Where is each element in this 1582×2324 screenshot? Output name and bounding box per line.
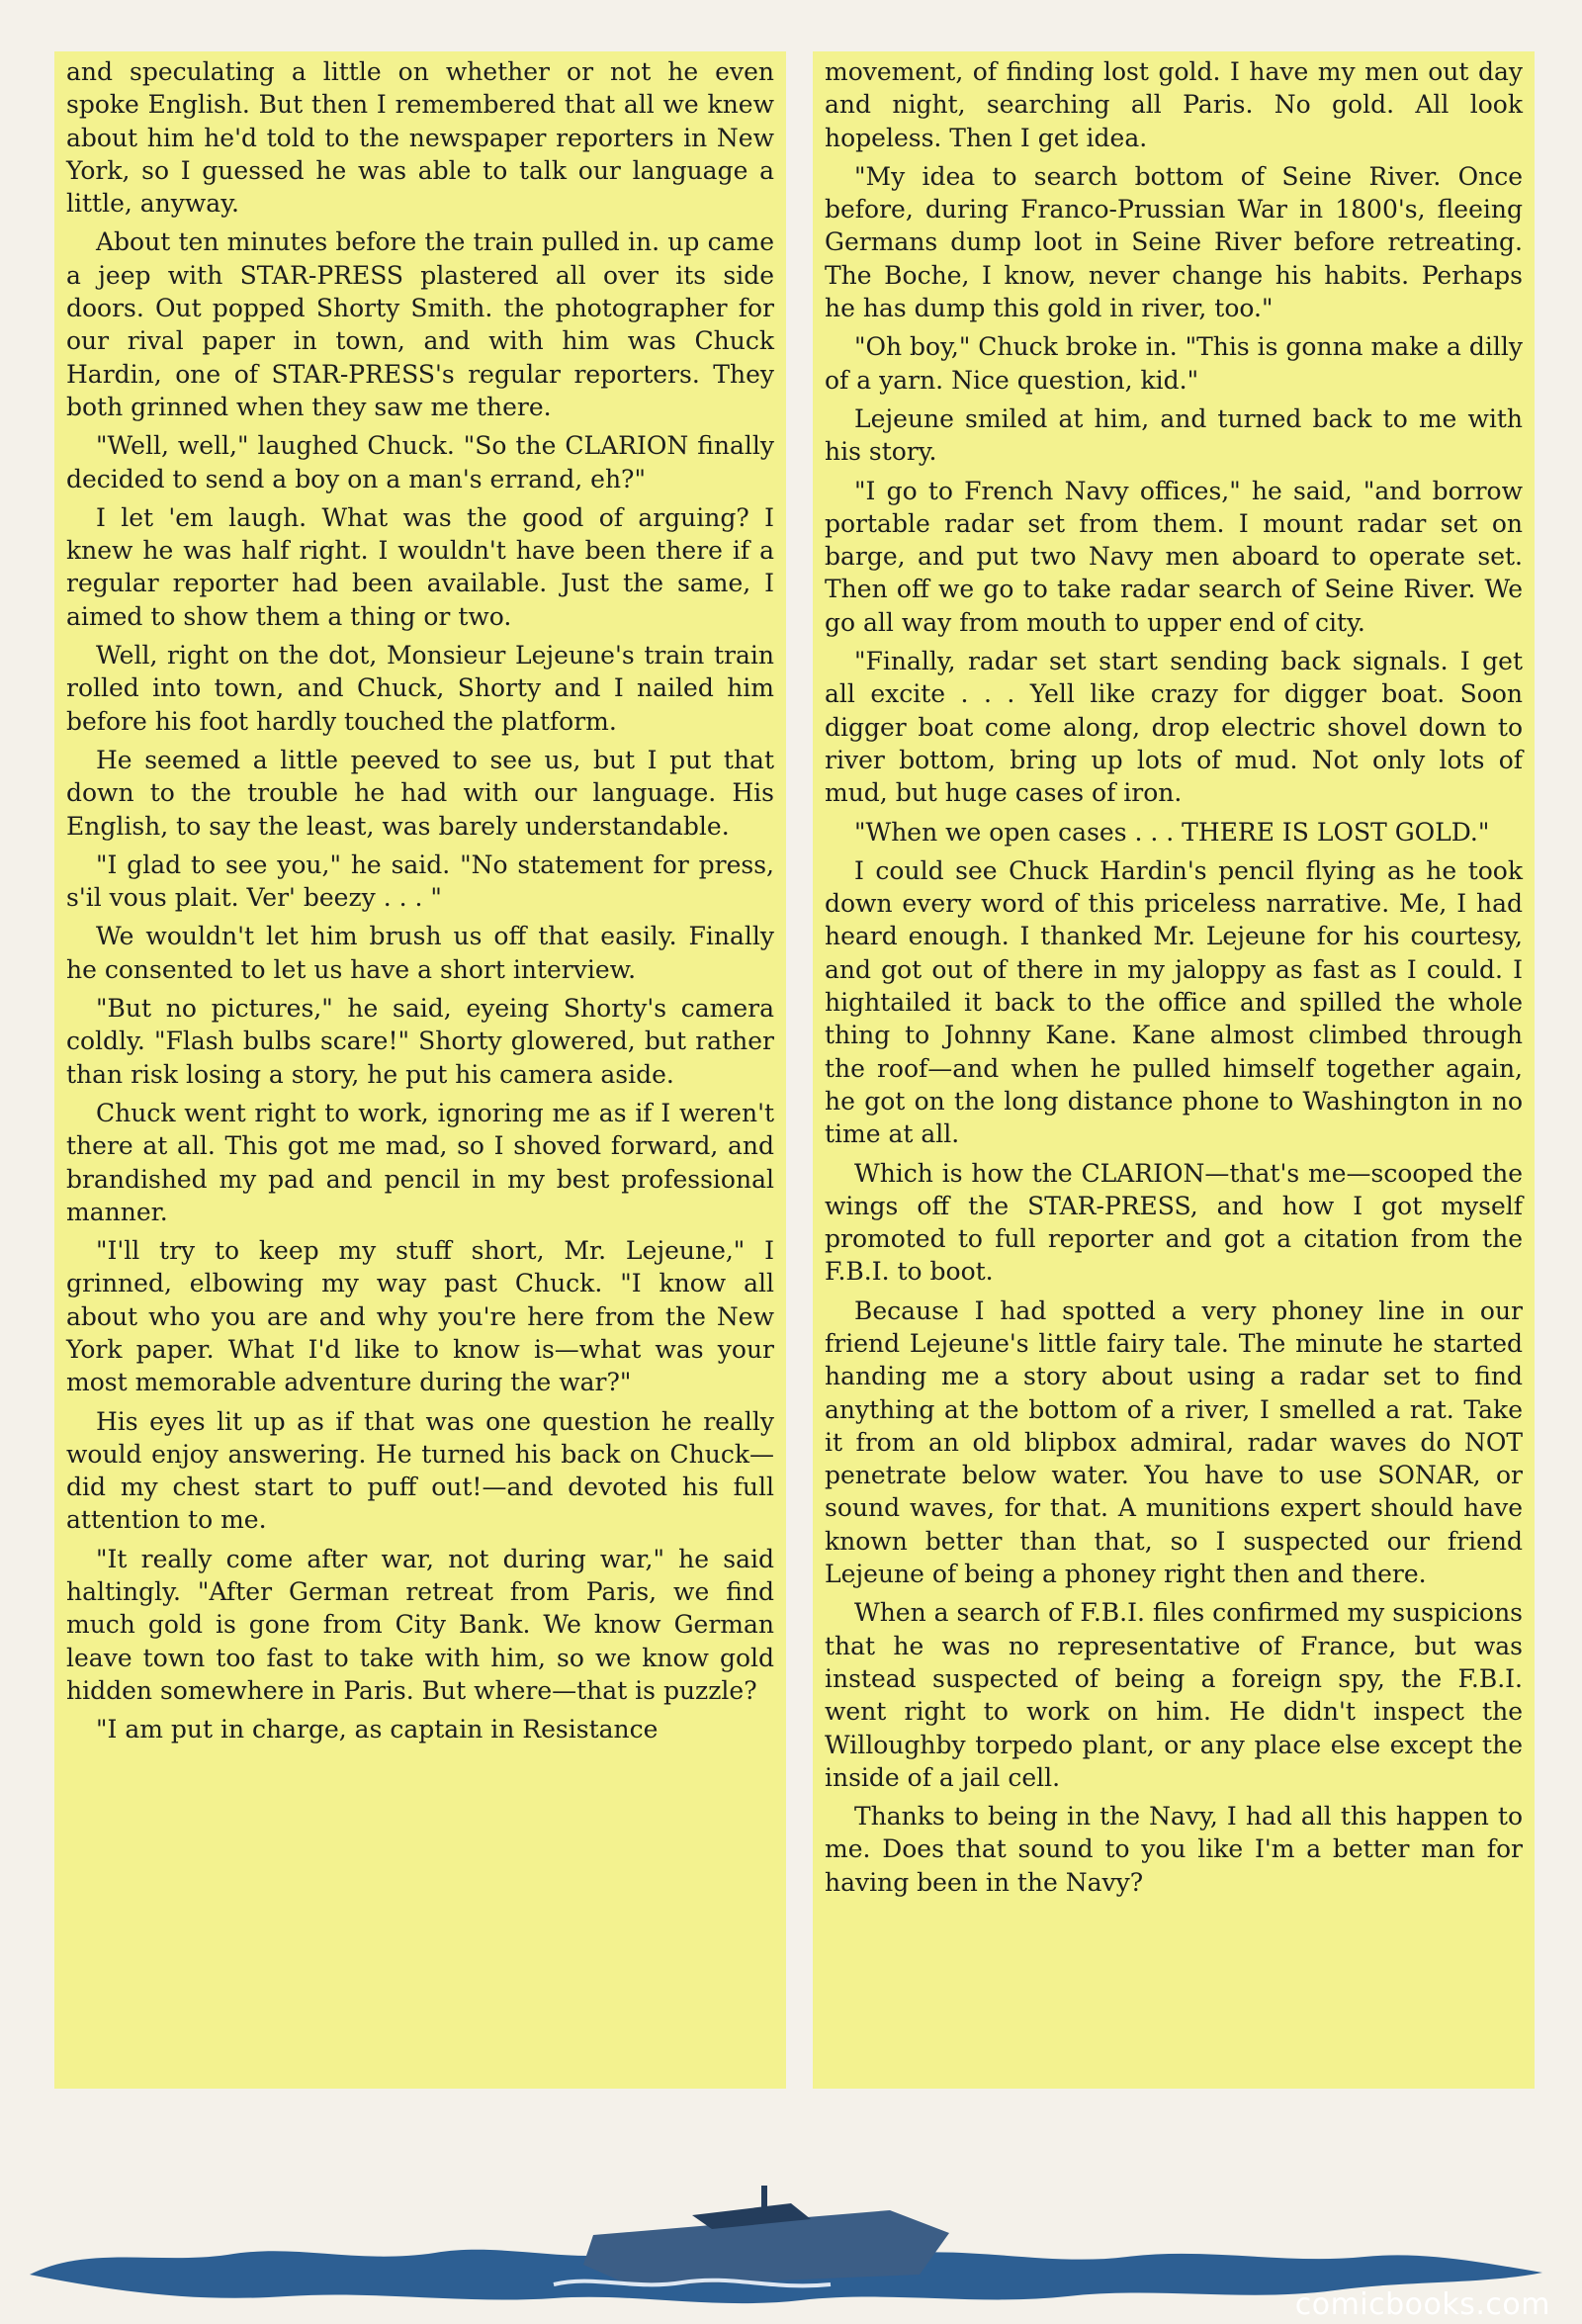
paragraph: Well, right on the dot, Monsieur Lejeune's train train rolled into town, and Chuck, Shorty and I nailed him before his foot hardly touched the platform.: [66, 641, 774, 736]
paragraph: I could see Chuck Hardin's pencil flying as he took down every word of this priceless narrative. Me, I had heard enough. I thanked Mr. Lejeune for his courtesy, and got out of there in my jaloppy as fast as I could. I hightailed it back to the office and spilled the whole thing to Johnny Kane. Kane almost climbed through the roof—and when he pulled himself together again, he got on the long distance phone to Washington in no time at all.: [825, 855, 1523, 1149]
paragraph: Which is how the CLARION—that's me—scooped the wings off the STAR-PRESS, and how I got myself promoted to full reporter and got a citation from the F.B.I. to boot.: [825, 1158, 1523, 1287]
paragraph: movement, of finding lost gold. I have my men out day and night, searching all Paris. No gold. All look hopeless. Then I get idea.: [825, 57, 1523, 152]
boat-mast: [761, 2186, 767, 2209]
paragraph: "Oh boy," Chuck broke in. "This is gonna make a dilly of a yarn. Nice question, kid.": [825, 332, 1524, 395]
paragraph: "My idea to search bottom of Seine River. Once before, during Franco-Prussian War in 1800's, fleeing Germans dump loot in Seine River before retreating. The Boche, I know, never change his habits. Perhaps he has dump this gold in river, too.": [825, 161, 1523, 323]
paragraph: "Well, well," laughed Chuck. "So the CLARION finally decided to send a boy on a man's errand, eh?": [66, 431, 774, 493]
paragraph: I let 'em laugh. What was the good of arguing? I knew he was half right. I wouldn't have been there if a regular reporter had been available. Just the same, I aimed to show them a thing or two.: [66, 502, 774, 631]
paragraph: "I'll try to keep my stuff short, Mr. Lejeune," I grinned, elbowing my way past Chuck. "I know all about who you are and why you're here from the New York paper. What I'd like to know is—what was your most memorable adventure during the war?": [66, 1236, 774, 1397]
paragraph: and speculating a little on whether or not he even spoke English. But then I remembered that all we knew about him he'd told to the newspaper reporters in New York, so I guessed he was able to talk our language a little, anyway.: [66, 57, 774, 219]
paragraph: Lejeune smiled at him, and turned back to me with his story.: [825, 403, 1523, 467]
watermark: comicbooks.com: [1294, 2287, 1550, 2322]
paragraph: "I go to French Navy offices," he said, "and borrow portable radar set from them. I mount radar set on barge, and put two Navy men aboard to operate set. Then off we go to take radar search of Seine River. We go all way from mouth to upper end of city.: [825, 476, 1523, 637]
paragraph: "Finally, radar set start sending back signals. I get all excite . . . Yell like crazy for digger boat. Soon digger boat come along, drop electric shovel down to river bottom, bring up lots of mud. Not only lots of mud, but huge cases of iron.: [825, 647, 1523, 808]
left-text-column: [54, 51, 786, 2089]
paragraph: About ten minutes before the train pulled in. up came a jeep with STAR-PRESS plastered all over its side doors. Out popped Shorty Smith. the photographer for our rival paper in town, and with him was Chuck Hardin, one of STAR-PRESS's regular reporters. They both grinned when they saw me there.: [66, 227, 774, 421]
right-text-column: [813, 51, 1535, 2089]
paragraph: "It really come after war, not during war," he said haltingly. "After German retreat from Paris, we find much gold is gone from City Bank. We know German leave town too fast to take with him, so we know gold hidden somewhere in Paris. But where—that is puzzle?: [66, 1544, 774, 1705]
paragraph: Thanks to being in the Navy, I had all this happen to me. Does that sound to you like I'm a better man for having been in the Navy?: [825, 1802, 1523, 1897]
paragraph: Chuck went right to work, ignoring me as if I weren't there at all. This got me mad, so I shoved forward, and brandished my pad and pencil in my best professional manner.: [66, 1098, 774, 1226]
paragraph: "I glad to see you," he said. "No statement for press, s'il vous plait. Ver' beezy . . . ": [66, 849, 774, 913]
paragraph: Because I had spotted a very phoney line in our friend Lejeune's little fairy tale. The minute he started handing me a story about using a radar set to find anything at the bottom of a river, I smelled a rat. Take it from an old blipbox admiral, radar waves do NOT penetrate below water. You have to use SONAR, or sound waves, for that. A munitions expert should have known better than that, so I suspected our friend Lejeune of being a phoney right then and there.: [825, 1296, 1523, 1589]
paragraph: "When we open cases . . . THERE IS LOST GOLD.": [854, 817, 1490, 847]
paragraph: He seemed a little peeved to see us, but I put that down to the trouble he had with our language. His English, to say the least, was barely understandable.: [66, 745, 774, 841]
paragraph: When a search of F.B.I. files confirmed my suspicions that he was no representative of France, but was instead suspected of being a foreign spy, the F.B.I. went right to work on him. He didn't inspect the Willoughby torpedo plant, or any place else except the inside of a jail cell.: [825, 1598, 1523, 1792]
paragraph: His eyes lit up as if that was one question he really would enjoy answering. He turned his back on Chuck—did my chest start to puff out!—and devoted his full attention to me.: [66, 1406, 774, 1535]
paragraph: "But no pictures," he said, eyeing Shorty's camera coldly. "Flash bulbs scare!" Shorty glowered, but rather than risk losing a story, he put his camera aside.: [66, 994, 774, 1089]
paragraph: "I am put in charge, as captain in Resistance: [96, 1715, 659, 1744]
paragraph: We wouldn't let him brush us off that easily. Finally he consented to let us have a short interview.: [66, 922, 774, 984]
